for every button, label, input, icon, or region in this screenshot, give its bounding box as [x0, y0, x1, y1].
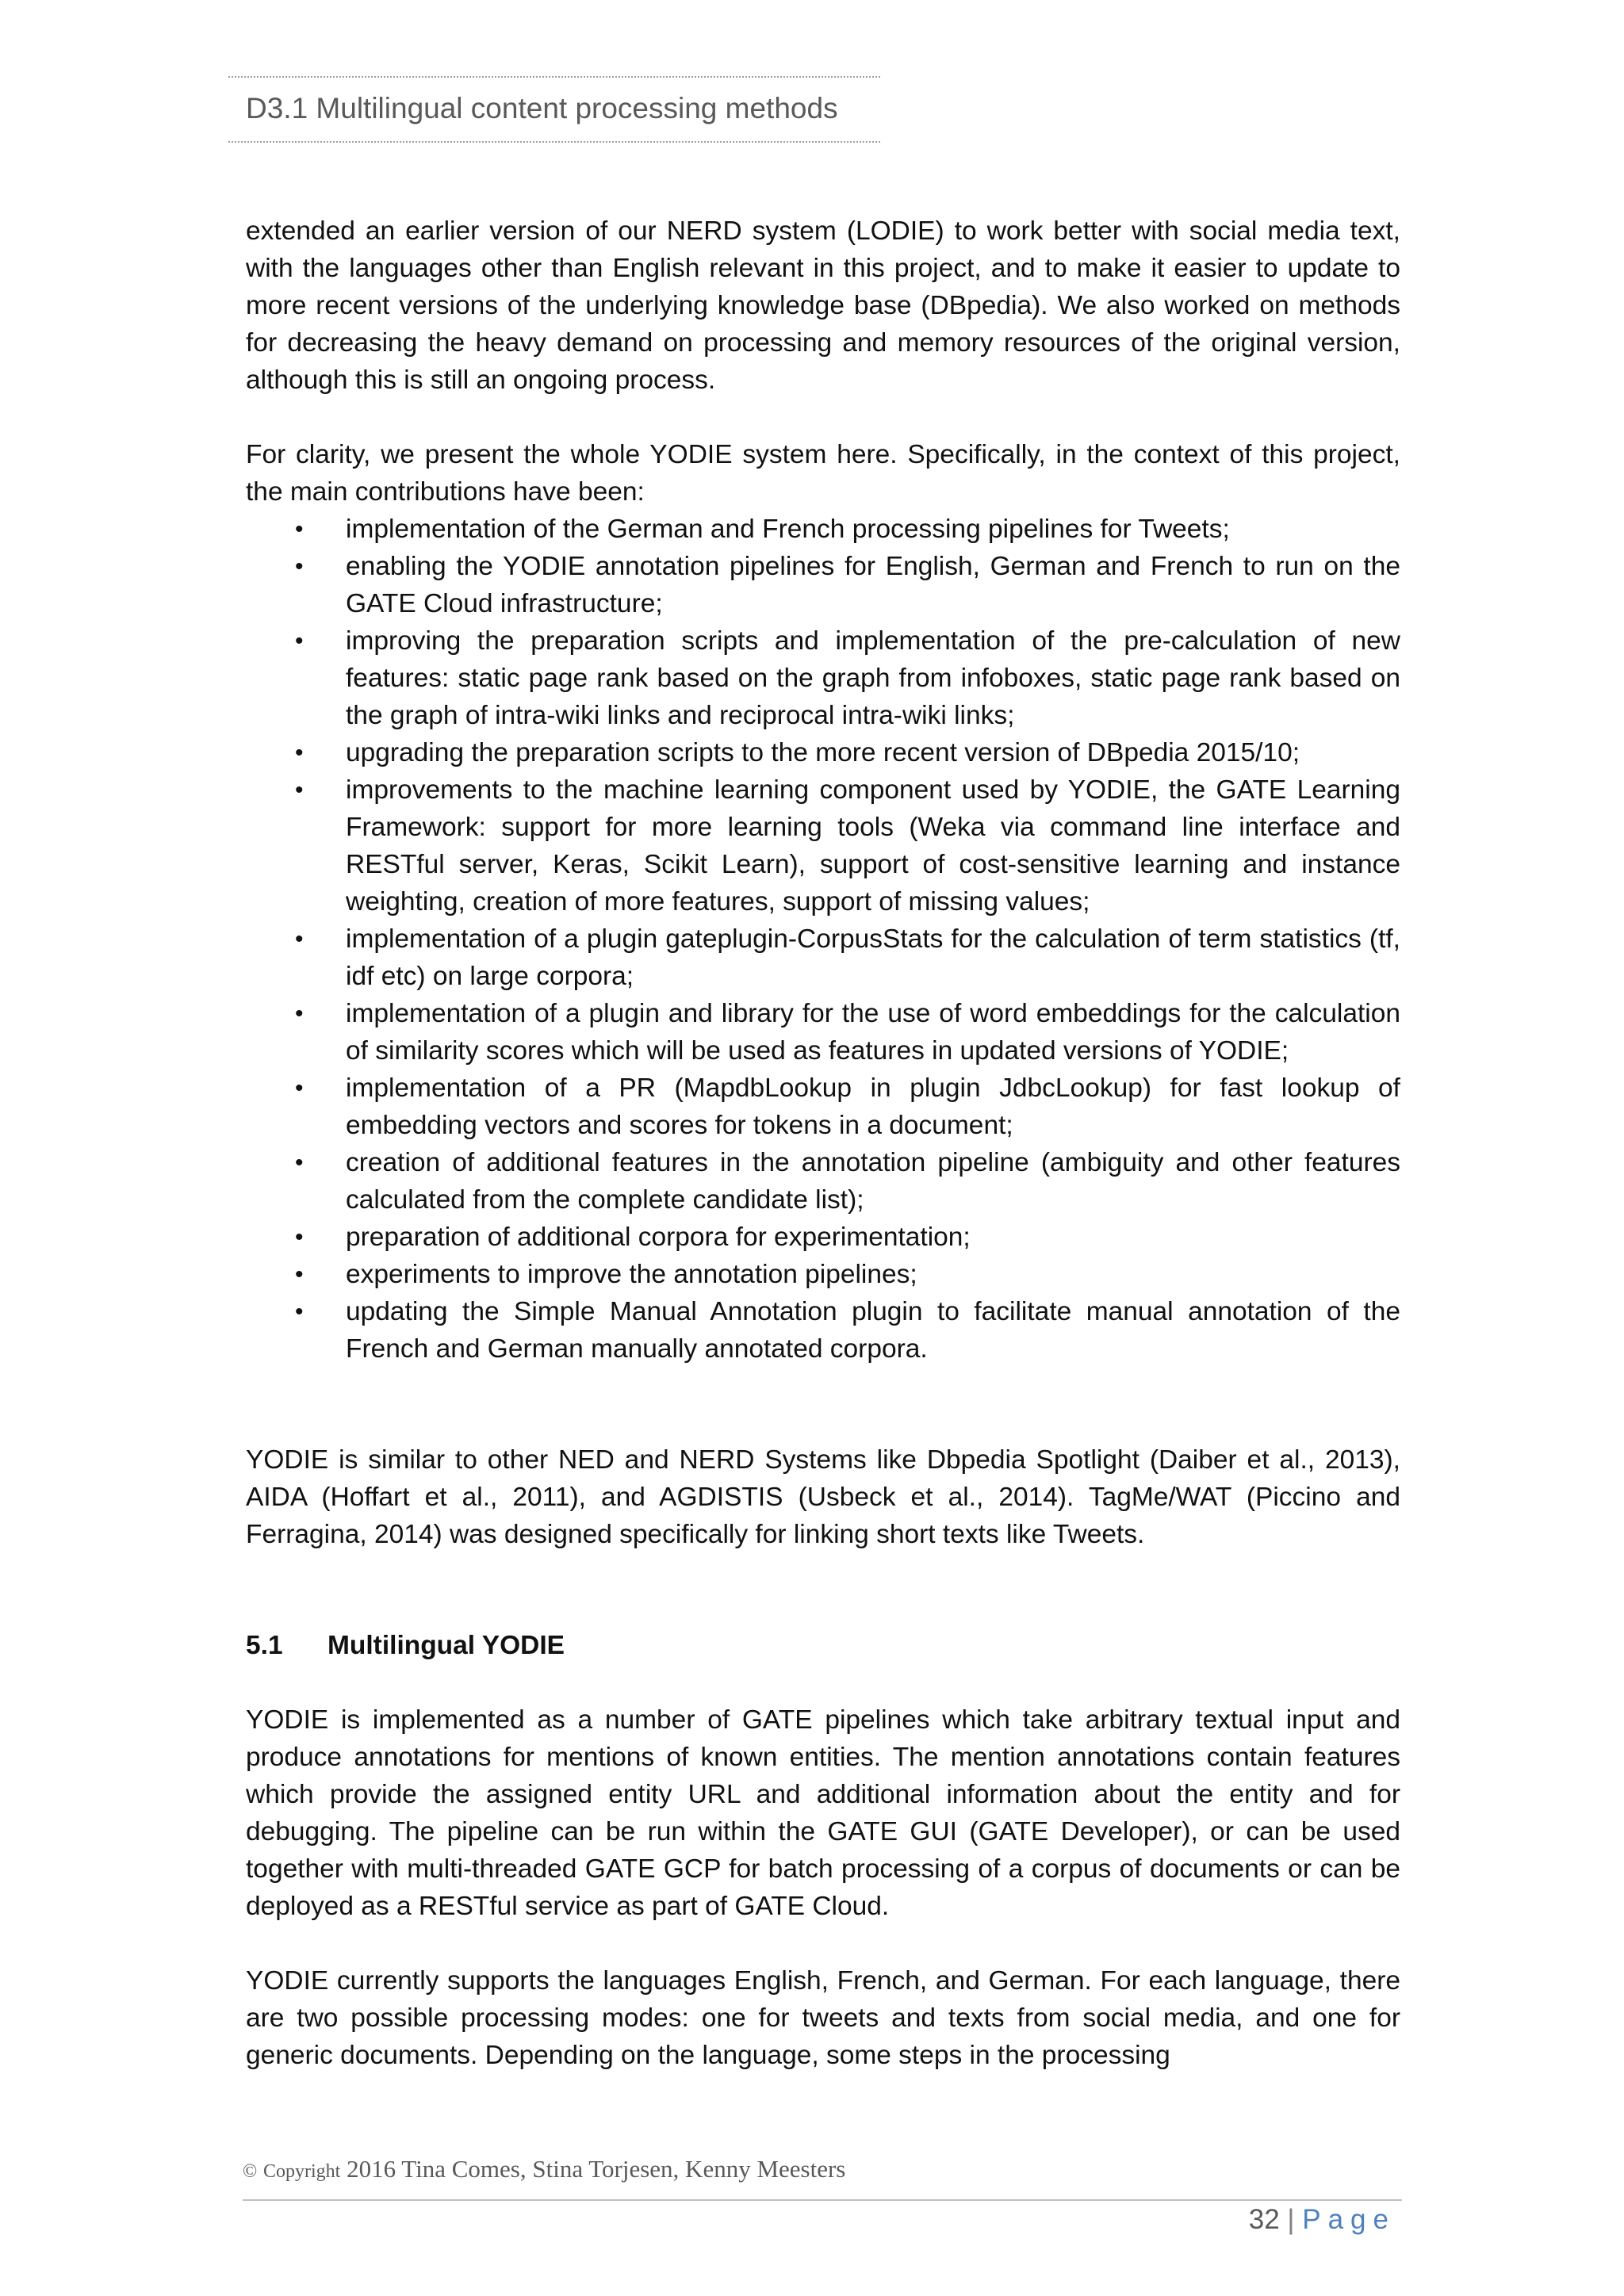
page-label: Page	[1302, 2204, 1396, 2235]
list-item: • enabling the YODIE annotation pipelines for English, German and French to run on the GATE Cloud infrastructure;	[246, 548, 1400, 622]
list-item: • improvements to the machine learning component used by YODIE, the GATE Learning Framework: support for more learning tools (Weka via command line interface and RESTful server, Keras, Scikit Learn), support of cost-sensitive learning and instance weighting, creation of more features, support of missing values;	[246, 771, 1400, 920]
paragraph-intro: extended an earlier version of our NERD system (LODIE) to work better with social media text, with the languages other than English relevant in this project, and to make it easier to update to more recent versions of the underlying knowledge base (DBpedia). We also worked on methods for decreasing the heavy demand on processing and memory resources of the original version, although this is still an ongoing process.	[246, 216, 1400, 395]
list-item: • implementation of a plugin gateplugin-CorpusStats for the calculation of term statistics (tf, idf etc) on large corpora;	[246, 920, 1400, 995]
section-number: 5.1	[246, 1631, 283, 1660]
bullet-icon: •	[295, 777, 304, 803]
list-item: • improving the preparation scripts and implementation of the pre-calculation of new features: static page rank based on the graph from infoboxes, static page rank based on the graph of intra-wiki links and reciprocal intra-wiki links;	[246, 622, 1400, 734]
list-item: • preparation of additional corpora for experimentation;	[246, 1219, 1400, 1256]
section-heading	[246, 1627, 1400, 1664]
paragraph-contributions-lead: For clarity, we present the whole YODIE system here. Specifically, in the context of this project, the main contributions have been:	[246, 440, 1400, 507]
page-number: 32	[1248, 2204, 1280, 2235]
bullet-icon: •	[295, 1299, 304, 1325]
bullet-icon: •	[295, 516, 304, 542]
paragraph-implementation: YODIE is implemented as a number of GATE pipelines which take arbitrary textual input and produce annotations for mentions of known entities. The mention annotations contain features which provide the assigned entity URL and additional information about the entity and for debugging. The pipeline can be run within the GATE GUI (GATE Developer), or can be used together with multi-threaded GATE GCP for batch processing of a corpus of documents or can be deployed as a RESTful service as part of GATE Cloud.	[246, 1705, 1400, 1921]
copyright-holders: 2016 Tina Comes, Stina Torjesen, Kenny Meesters	[347, 2155, 846, 2183]
paragraph-languages: YODIE currently supports the languages English, French, and German. For each language, there are two possible processing modes: one for tweets and texts from social media, and one for generic documents. Depending on the language, some steps in the processing	[246, 1966, 1400, 2070]
bullet-icon: •	[295, 1150, 304, 1176]
list-item: • experiments to improve the annotation pipelines;	[246, 1256, 1400, 1293]
bullet-icon: •	[295, 553, 304, 580]
bullet-icon: •	[295, 740, 304, 766]
copyright-icon: ©	[243, 2161, 258, 2182]
page-separator: |	[1287, 2204, 1295, 2235]
copyright-word: Copyright	[262, 2161, 341, 2182]
list-item: • creation of additional features in the annotation pipeline (ambiguity and other features calculated from the complete candidate list);	[246, 1144, 1400, 1219]
list-item: • implementation of a PR (MapdbLookup in plugin JdbcLookup) for fast lookup of embedding vectors and scores for tokens in a document;	[246, 1070, 1400, 1144]
page-body	[246, 212, 1400, 2074]
list-item: • implementation of a plugin and library for the use of word embeddings for the calculation of similarity scores which will be used as features in updated versions of YODIE;	[246, 995, 1400, 1070]
bullet-icon: •	[295, 1001, 304, 1027]
contributions-list	[246, 511, 1400, 1368]
bullet-icon: •	[295, 628, 304, 654]
list-item: • upgrading the preparation scripts to the more recent version of DBpedia 2015/10;	[246, 734, 1400, 771]
bullet-icon: •	[295, 1224, 304, 1250]
footer-divider	[243, 2199, 1402, 2201]
bullet-icon: •	[295, 926, 304, 952]
header-title: D3.1 Multilingual content processing methods	[246, 92, 838, 124]
page-number-block	[1249, 2204, 1396, 2236]
running-header	[228, 76, 880, 143]
bullet-icon: •	[295, 1075, 304, 1101]
footer-copyright	[243, 2155, 845, 2183]
bullet-icon: •	[295, 1261, 304, 1288]
paragraph-related-systems: YODIE is similar to other NED and NERD Systems like Dbpedia Spotlight (Daiber et al., 2013), AIDA (Hoffart et al., 2011), and AGDISTIS (Usbeck et al., 2014). TagMe/WAT (Piccino and Ferragina, 2014) was designed specifically for linking short texts like Tweets.	[246, 1445, 1400, 1549]
list-item: • updating the Simple Manual Annotation plugin to facilitate manual annotation of the French and German manually annotated corpora.	[246, 1293, 1400, 1368]
list-item: • implementation of the German and French processing pipelines for Tweets;	[246, 511, 1400, 548]
section-title: Multilingual YODIE	[327, 1631, 565, 1660]
